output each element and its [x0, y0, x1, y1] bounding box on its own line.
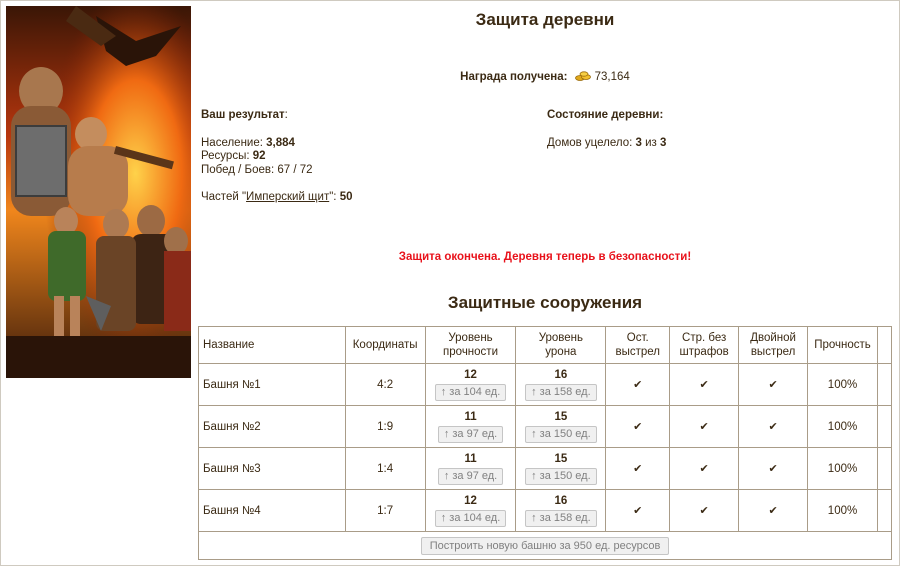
header-no-penalty: Стр. без штрафов: [670, 327, 739, 364]
result-header-suffix: :: [284, 109, 288, 121]
upgrade-damage-button[interactable]: ↑ за 150 ед.: [525, 468, 597, 485]
header-double-shot: Двойной выстрел: [739, 327, 808, 364]
result-header: Ваш результат: [201, 109, 285, 121]
page-title: Защита деревни: [475, 10, 615, 29]
durability-cell: [425, 490, 516, 532]
shot-check-icon: ✔: [606, 406, 670, 448]
tower-name: Башня №2: [199, 406, 346, 448]
upgrade-durability-button[interactable]: ↑ за 97 ед.: [438, 468, 503, 485]
tower-strength: 100%: [808, 406, 878, 448]
tower-coords: 1:7: [345, 490, 425, 532]
reward-line: [197, 70, 893, 83]
row-spacer: [877, 448, 891, 490]
tower-name: Башня №3: [199, 448, 346, 490]
header-spacer: [877, 327, 891, 364]
table-row: [199, 490, 892, 532]
towers-table: [198, 326, 892, 560]
table-row: [199, 364, 892, 406]
houses-total: 3: [660, 136, 667, 149]
header-shot: Ост. выстрел: [606, 327, 670, 364]
tower-strength: 100%: [808, 448, 878, 490]
durability-level: 12: [464, 494, 477, 507]
durability-cell: [425, 448, 516, 490]
village-status-header: Состояние деревни:: [547, 109, 664, 121]
resources-value: 92: [252, 150, 266, 162]
upgrade-durability-button[interactable]: ↑ за 104 ед.: [435, 384, 507, 401]
table-row: [199, 406, 892, 448]
imperial-shield-link[interactable]: Имперский щит: [246, 191, 330, 203]
row-spacer: [877, 490, 891, 532]
durability-cell: [425, 406, 516, 448]
damage-level: 15: [554, 452, 568, 465]
battles-value: 67 / 72: [277, 163, 313, 176]
double-shot-check-icon: ✔: [739, 406, 808, 448]
tower-strength: 100%: [808, 364, 878, 406]
units-label-suffix: ":: [329, 191, 340, 203]
header-damage-level: Уровень урона: [516, 327, 606, 364]
battles-label: Побед / Боев:: [201, 163, 278, 176]
header-durability-level: Уровень прочности: [425, 327, 516, 364]
damage-level: 16: [554, 494, 568, 507]
no-penalty-check-icon: ✔: [670, 406, 739, 448]
units-line: [201, 191, 521, 205]
tower-coords: 1:9: [345, 406, 425, 448]
damage-level: 16: [554, 368, 568, 381]
houses-of: из: [641, 136, 660, 149]
battles-line: [201, 164, 521, 178]
damage-cell: [516, 364, 606, 406]
table-row: [199, 448, 892, 490]
durability-level: 11: [464, 452, 477, 465]
row-spacer: [877, 406, 891, 448]
population-value: 3,884: [266, 136, 295, 149]
damage-cell: [516, 490, 606, 532]
upgrade-damage-button[interactable]: ↑ за 158 ед.: [525, 384, 597, 401]
upgrade-durability-button[interactable]: ↑ за 104 ед.: [435, 510, 507, 527]
durability-cell: [425, 364, 516, 406]
village-defense-illustration: [6, 6, 191, 378]
defense-finished-notice: Защита окончена. Деревня теперь в безопасности!: [398, 251, 692, 263]
table-footer-row: [199, 532, 892, 560]
header-name: Название: [199, 327, 346, 364]
durability-level: 11: [464, 410, 477, 423]
houses-survived: 3: [635, 136, 642, 149]
no-penalty-check-icon: ✔: [670, 448, 739, 490]
tower-coords: 1:4: [345, 448, 425, 490]
units-label-prefix: Частей ": [201, 191, 247, 203]
header-strength: Прочность: [808, 327, 878, 364]
houses-label: Домов уцелело:: [547, 136, 636, 149]
tower-name: Башня №1: [199, 364, 346, 406]
no-penalty-check-icon: ✔: [670, 490, 739, 532]
reward-value: 73,164: [594, 71, 630, 83]
durability-level: 12: [464, 368, 477, 381]
double-shot-check-icon: ✔: [739, 364, 808, 406]
tower-name: Башня №4: [199, 490, 346, 532]
damage-level: 15: [554, 410, 568, 423]
defense-structures-title: Защитные сооружения: [447, 293, 643, 312]
population-line: [201, 137, 521, 151]
reward-label: Награда получена:: [460, 71, 568, 83]
upgrade-durability-button[interactable]: ↑ за 97 ед.: [438, 426, 503, 443]
shot-check-icon: ✔: [606, 490, 670, 532]
row-spacer: [877, 364, 891, 406]
double-shot-check-icon: ✔: [739, 490, 808, 532]
no-penalty-check-icon: ✔: [670, 364, 739, 406]
village-status-block: [547, 109, 877, 150]
units-value: 50: [339, 191, 353, 203]
damage-cell: [516, 406, 606, 448]
resources-line: [201, 150, 521, 164]
tower-strength: 100%: [808, 490, 878, 532]
resources-label: Ресурсы:: [201, 150, 253, 162]
result-block: [201, 109, 521, 205]
population-label: Население:: [201, 136, 267, 149]
gold-coins-icon: [575, 70, 593, 81]
upgrade-damage-button[interactable]: ↑ за 158 ед.: [525, 510, 597, 527]
shot-check-icon: ✔: [606, 448, 670, 490]
header-coords: Координаты: [345, 327, 425, 364]
shot-check-icon: ✔: [606, 364, 670, 406]
damage-cell: [516, 448, 606, 490]
upgrade-damage-button[interactable]: ↑ за 150 ед.: [525, 426, 597, 443]
double-shot-check-icon: ✔: [739, 448, 808, 490]
table-header-row: [199, 327, 892, 364]
houses-line: [547, 137, 877, 151]
build-tower-button[interactable]: Построить новую башню за 950 ед. ресурсов: [421, 537, 670, 555]
build-cell: [199, 532, 892, 560]
main-content: [197, 1, 897, 565]
tower-coords: 4:2: [345, 364, 425, 406]
